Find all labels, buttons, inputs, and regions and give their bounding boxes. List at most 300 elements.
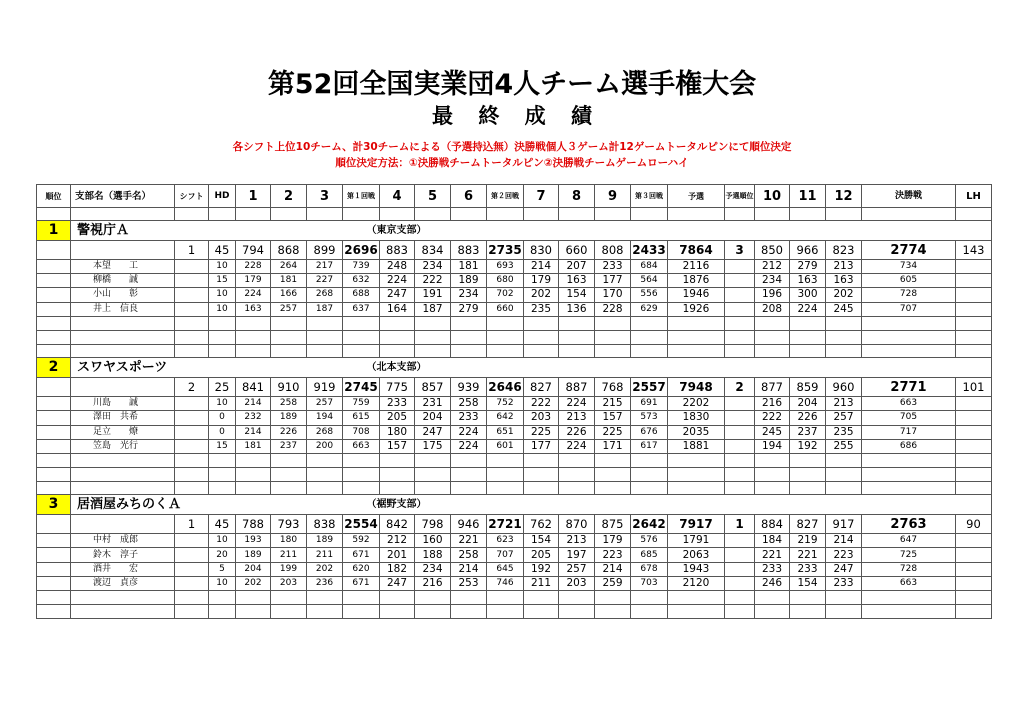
player-g5: 191 (415, 288, 451, 302)
empty-cell (668, 591, 725, 605)
empty-cell (175, 425, 209, 439)
team-header-spacer (451, 358, 992, 378)
player-g8: 207 (559, 260, 595, 274)
empty-cell (343, 316, 380, 330)
player-hd: 0 (209, 411, 236, 425)
player-g2: 199 (271, 562, 307, 576)
player-name: 中村 成郎 (71, 534, 175, 548)
player-g1: 204 (236, 562, 271, 576)
empty-cell (668, 330, 725, 344)
player-row (37, 288, 992, 302)
player-hd: 10 (209, 288, 236, 302)
team-total-g8: 870 (559, 515, 595, 534)
empty-cell (755, 345, 790, 358)
player-g2: 257 (271, 302, 307, 316)
empty-cell (209, 345, 236, 358)
empty-cell (236, 330, 271, 344)
empty-cell (725, 288, 755, 302)
empty-cell (271, 316, 307, 330)
team-total-g7: 827 (524, 378, 559, 397)
empty-row (37, 468, 992, 482)
empty-cell (236, 345, 271, 358)
empty-cell (524, 453, 559, 467)
player-g9: 215 (595, 397, 631, 411)
team-total-g4: 775 (380, 378, 415, 397)
team-name: 警視庁Ａ (71, 221, 271, 241)
empty-cell (209, 208, 236, 221)
empty-cell (956, 288, 992, 302)
empty-cell (725, 397, 755, 411)
player-r2: 660 (487, 302, 524, 316)
player-r1: 688 (343, 288, 380, 302)
team-header-spacer (271, 495, 343, 515)
empty-cell (559, 316, 595, 330)
spacer-row (37, 208, 992, 221)
player-g7: 203 (524, 411, 559, 425)
team-total-g5: 834 (415, 241, 451, 260)
player-r1: 739 (343, 260, 380, 274)
empty-cell (37, 576, 71, 590)
player-r3: 684 (631, 260, 668, 274)
team-name: スワヤスポーツ (71, 358, 271, 378)
header-game-7: 7 (524, 185, 559, 208)
empty-cell (451, 468, 487, 482)
team-header-spacer (451, 221, 992, 241)
player-g3: 187 (307, 302, 343, 316)
player-r2: 645 (487, 562, 524, 576)
player-g10: 233 (755, 562, 790, 576)
player-r1: 632 (343, 274, 380, 288)
empty-cell (37, 330, 71, 344)
empty-cell (175, 453, 209, 467)
spacer-row (37, 345, 992, 358)
player-r1: 592 (343, 534, 380, 548)
empty-cell (37, 425, 71, 439)
team-total-g9: 768 (595, 378, 631, 397)
empty-cell (725, 411, 755, 425)
team-total-g7: 830 (524, 241, 559, 260)
player-g5: 160 (415, 534, 451, 548)
empty-cell (826, 482, 862, 495)
empty-cell (668, 482, 725, 495)
player-g2: 226 (271, 425, 307, 439)
empty-cell (956, 605, 992, 619)
team-total-final: 2774 (862, 241, 956, 260)
empty-cell (37, 260, 71, 274)
empty-cell (415, 605, 451, 619)
empty-cell (826, 453, 862, 467)
empty-cell (956, 274, 992, 288)
player-g8: 136 (559, 302, 595, 316)
empty-cell (175, 288, 209, 302)
empty-cell (559, 605, 595, 619)
empty-cell (487, 468, 524, 482)
player-g11: 219 (790, 534, 826, 548)
team-name: 居酒屋みちのくＡ (71, 495, 271, 515)
empty-cell (956, 302, 992, 316)
player-g8: 163 (559, 274, 595, 288)
empty-cell (524, 591, 559, 605)
empty-cell (271, 591, 307, 605)
empty-cell (343, 453, 380, 467)
empty-cell (37, 208, 71, 221)
empty-cell (343, 208, 380, 221)
empty-row (37, 591, 992, 605)
empty-cell (37, 534, 71, 548)
player-r1: 671 (343, 548, 380, 562)
empty-cell (790, 468, 826, 482)
empty-cell (956, 591, 992, 605)
empty-cell (37, 482, 71, 495)
team-total-g2: 910 (271, 378, 307, 397)
empty-cell (755, 316, 790, 330)
player-g3: 217 (307, 260, 343, 274)
empty-cell (37, 316, 71, 330)
empty-cell (668, 345, 725, 358)
empty-cell (71, 241, 175, 260)
empty-cell (37, 397, 71, 411)
player-name: 小山 彰 (71, 288, 175, 302)
empty-cell (631, 345, 668, 358)
player-g6: 258 (451, 548, 487, 562)
team-rank: 2 (37, 358, 71, 378)
player-g4: 201 (380, 548, 415, 562)
header-final: 決勝戦 (862, 185, 956, 208)
empty-cell (71, 378, 175, 397)
player-r1: 708 (343, 425, 380, 439)
empty-cell (631, 468, 668, 482)
player-final: 717 (862, 425, 956, 439)
team-total-qual-rank: 1 (725, 515, 755, 534)
team-branch: （裾野支部） (343, 495, 451, 515)
team-total-g6: 883 (451, 241, 487, 260)
player-g10: 184 (755, 534, 790, 548)
player-r3: 576 (631, 534, 668, 548)
team-total-r2: 2735 (487, 241, 524, 260)
player-g1: 224 (236, 288, 271, 302)
empty-cell (37, 302, 71, 316)
header-game-10: 10 (755, 185, 790, 208)
empty-cell (175, 534, 209, 548)
team-total-g9: 875 (595, 515, 631, 534)
player-g6: 224 (451, 439, 487, 453)
player-g5: 247 (415, 425, 451, 439)
empty-cell (956, 439, 992, 453)
empty-cell (236, 453, 271, 467)
empty-cell (595, 345, 631, 358)
empty-row (37, 453, 992, 467)
empty-cell (37, 411, 71, 425)
empty-cell (271, 345, 307, 358)
player-g1: 202 (236, 576, 271, 590)
empty-cell (524, 605, 559, 619)
player-final: 663 (862, 576, 956, 590)
empty-cell (862, 468, 956, 482)
player-r2: 746 (487, 576, 524, 590)
player-r3: 564 (631, 274, 668, 288)
player-qual: 2202 (668, 397, 725, 411)
empty-cell (37, 548, 71, 562)
player-g1: 163 (236, 302, 271, 316)
player-hd: 10 (209, 576, 236, 590)
player-hd: 15 (209, 274, 236, 288)
player-g1: 181 (236, 439, 271, 453)
player-row (37, 548, 992, 562)
empty-cell (826, 330, 862, 344)
player-g11: 204 (790, 397, 826, 411)
team-total-g3: 838 (307, 515, 343, 534)
player-g9: 177 (595, 274, 631, 288)
empty-cell (71, 482, 175, 495)
player-g8: 154 (559, 288, 595, 302)
empty-cell (725, 576, 755, 590)
empty-cell (524, 330, 559, 344)
team-header-spacer (271, 221, 343, 241)
header-game-5: 5 (415, 185, 451, 208)
empty-cell (307, 605, 343, 619)
empty-cell (71, 345, 175, 358)
player-g11: 279 (790, 260, 826, 274)
team-total-g2: 793 (271, 515, 307, 534)
player-g2: 237 (271, 439, 307, 453)
empty-cell (755, 208, 790, 221)
empty-cell (175, 591, 209, 605)
player-g10: 221 (755, 548, 790, 562)
team-total-g2: 868 (271, 241, 307, 260)
empty-cell (956, 316, 992, 330)
empty-cell (524, 345, 559, 358)
empty-cell (956, 548, 992, 562)
empty-cell (725, 260, 755, 274)
player-g7: 179 (524, 274, 559, 288)
team-total-g11: 966 (790, 241, 826, 260)
empty-cell (451, 330, 487, 344)
empty-cell (725, 425, 755, 439)
team-total-hd: 25 (209, 378, 236, 397)
player-row (37, 576, 992, 590)
empty-cell (862, 453, 956, 467)
player-qual: 2063 (668, 548, 725, 562)
empty-cell (755, 453, 790, 467)
empty-cell (956, 468, 992, 482)
empty-cell (826, 345, 862, 358)
empty-cell (271, 605, 307, 619)
team-total-g12: 917 (826, 515, 862, 534)
rule-note: 各シフト上位10チーム、計30チームによる（予選持込無）決勝戦個人３ゲーム計12ゲームトータルピンにて順位決定 (232, 141, 792, 153)
empty-cell (71, 208, 175, 221)
player-g7: 202 (524, 288, 559, 302)
empty-cell (415, 208, 451, 221)
empty-cell (343, 468, 380, 482)
player-g7: 205 (524, 548, 559, 562)
player-final: 705 (862, 411, 956, 425)
team-total-qual-rank: 3 (725, 241, 755, 260)
player-g4: 212 (380, 534, 415, 548)
header-row (37, 185, 992, 208)
empty-cell (862, 330, 956, 344)
team-total-g1: 841 (236, 378, 271, 397)
team-total-g8: 887 (559, 378, 595, 397)
empty-cell (71, 468, 175, 482)
empty-cell (595, 453, 631, 467)
player-g5: 234 (415, 260, 451, 274)
header-game-6: 6 (451, 185, 487, 208)
empty-cell (37, 453, 71, 467)
empty-cell (487, 330, 524, 344)
empty-cell (71, 515, 175, 534)
player-g3: 268 (307, 288, 343, 302)
empty-cell (790, 482, 826, 495)
player-g12: 163 (826, 274, 862, 288)
player-name: 酒井 宏 (71, 562, 175, 576)
player-g5: 204 (415, 411, 451, 425)
empty-cell (236, 482, 271, 495)
player-g12: 235 (826, 425, 862, 439)
header-round-3: 第３回戦 (631, 185, 668, 208)
empty-cell (209, 468, 236, 482)
player-g8: 213 (559, 534, 595, 548)
team-total-row (37, 241, 992, 260)
player-hd: 20 (209, 548, 236, 562)
empty-cell (380, 482, 415, 495)
team-total-lh: 143 (956, 241, 992, 260)
empty-cell (631, 316, 668, 330)
player-g2: 189 (271, 411, 307, 425)
player-name: 鈴木 淳子 (71, 548, 175, 562)
empty-cell (668, 453, 725, 467)
player-name: 澤田 共希 (71, 411, 175, 425)
empty-cell (862, 605, 956, 619)
team-total-row (37, 378, 992, 397)
player-g10: 246 (755, 576, 790, 590)
empty-cell (175, 439, 209, 453)
player-g11: 226 (790, 411, 826, 425)
team-total-g3: 919 (307, 378, 343, 397)
empty-cell (175, 576, 209, 590)
empty-cell (380, 591, 415, 605)
empty-cell (725, 453, 755, 467)
player-g4: 248 (380, 260, 415, 274)
player-g7: 211 (524, 576, 559, 590)
header-lh: LH (956, 185, 992, 208)
empty-cell (380, 468, 415, 482)
empty-cell (668, 208, 725, 221)
player-g10: 196 (755, 288, 790, 302)
empty-cell (271, 453, 307, 467)
player-r3: 691 (631, 397, 668, 411)
empty-cell (343, 605, 380, 619)
empty-cell (755, 605, 790, 619)
empty-cell (71, 591, 175, 605)
player-g6: 234 (451, 288, 487, 302)
empty-cell (524, 316, 559, 330)
empty-cell (209, 330, 236, 344)
player-qual: 2116 (668, 260, 725, 274)
player-hd: 10 (209, 302, 236, 316)
player-g3: 227 (307, 274, 343, 288)
empty-cell (71, 316, 175, 330)
header-game-2: 2 (271, 185, 307, 208)
player-g4: 205 (380, 411, 415, 425)
empty-cell (175, 345, 209, 358)
empty-cell (668, 605, 725, 619)
player-g2: 180 (271, 534, 307, 548)
player-g6: 253 (451, 576, 487, 590)
player-g10: 234 (755, 274, 790, 288)
empty-cell (956, 576, 992, 590)
team-total-row (37, 515, 992, 534)
player-r1: 615 (343, 411, 380, 425)
player-g9: 179 (595, 534, 631, 548)
player-g8: 203 (559, 576, 595, 590)
empty-cell (790, 330, 826, 344)
empty-cell (862, 591, 956, 605)
player-g11: 154 (790, 576, 826, 590)
team-total-g11: 827 (790, 515, 826, 534)
player-g7: 214 (524, 260, 559, 274)
empty-cell (415, 453, 451, 467)
player-g9: 170 (595, 288, 631, 302)
player-qual: 1946 (668, 288, 725, 302)
empty-cell (631, 453, 668, 467)
empty-cell (826, 605, 862, 619)
empty-cell (956, 208, 992, 221)
empty-cell (415, 482, 451, 495)
empty-cell (175, 482, 209, 495)
player-r1: 759 (343, 397, 380, 411)
player-g5: 188 (415, 548, 451, 562)
player-hd: 15 (209, 439, 236, 453)
player-name: 井上 信良 (71, 302, 175, 316)
player-r3: 685 (631, 548, 668, 562)
player-g1: 214 (236, 397, 271, 411)
team-total-shift: 1 (175, 241, 209, 260)
empty-cell (380, 345, 415, 358)
empty-cell (451, 482, 487, 495)
empty-cell (595, 591, 631, 605)
player-r2: 707 (487, 548, 524, 562)
player-row (37, 562, 992, 576)
player-g4: 247 (380, 288, 415, 302)
player-row (37, 302, 992, 316)
empty-cell (37, 515, 71, 534)
team-total-g3: 899 (307, 241, 343, 260)
empty-cell (725, 330, 755, 344)
header-shift: シフト (175, 185, 209, 208)
empty-cell (380, 453, 415, 467)
empty-cell (956, 534, 992, 548)
header-game-12: 12 (826, 185, 862, 208)
player-r2: 623 (487, 534, 524, 548)
player-r2: 702 (487, 288, 524, 302)
empty-cell (956, 453, 992, 467)
empty-cell (175, 302, 209, 316)
player-g6: 221 (451, 534, 487, 548)
empty-row (37, 316, 992, 330)
empty-cell (725, 439, 755, 453)
empty-cell (37, 591, 71, 605)
player-g3: 200 (307, 439, 343, 453)
player-g5: 216 (415, 576, 451, 590)
player-g5: 234 (415, 562, 451, 576)
empty-cell (307, 482, 343, 495)
player-g6: 214 (451, 562, 487, 576)
player-g2: 166 (271, 288, 307, 302)
empty-cell (631, 208, 668, 221)
player-g7: 192 (524, 562, 559, 576)
empty-cell (307, 330, 343, 344)
empty-cell (862, 482, 956, 495)
